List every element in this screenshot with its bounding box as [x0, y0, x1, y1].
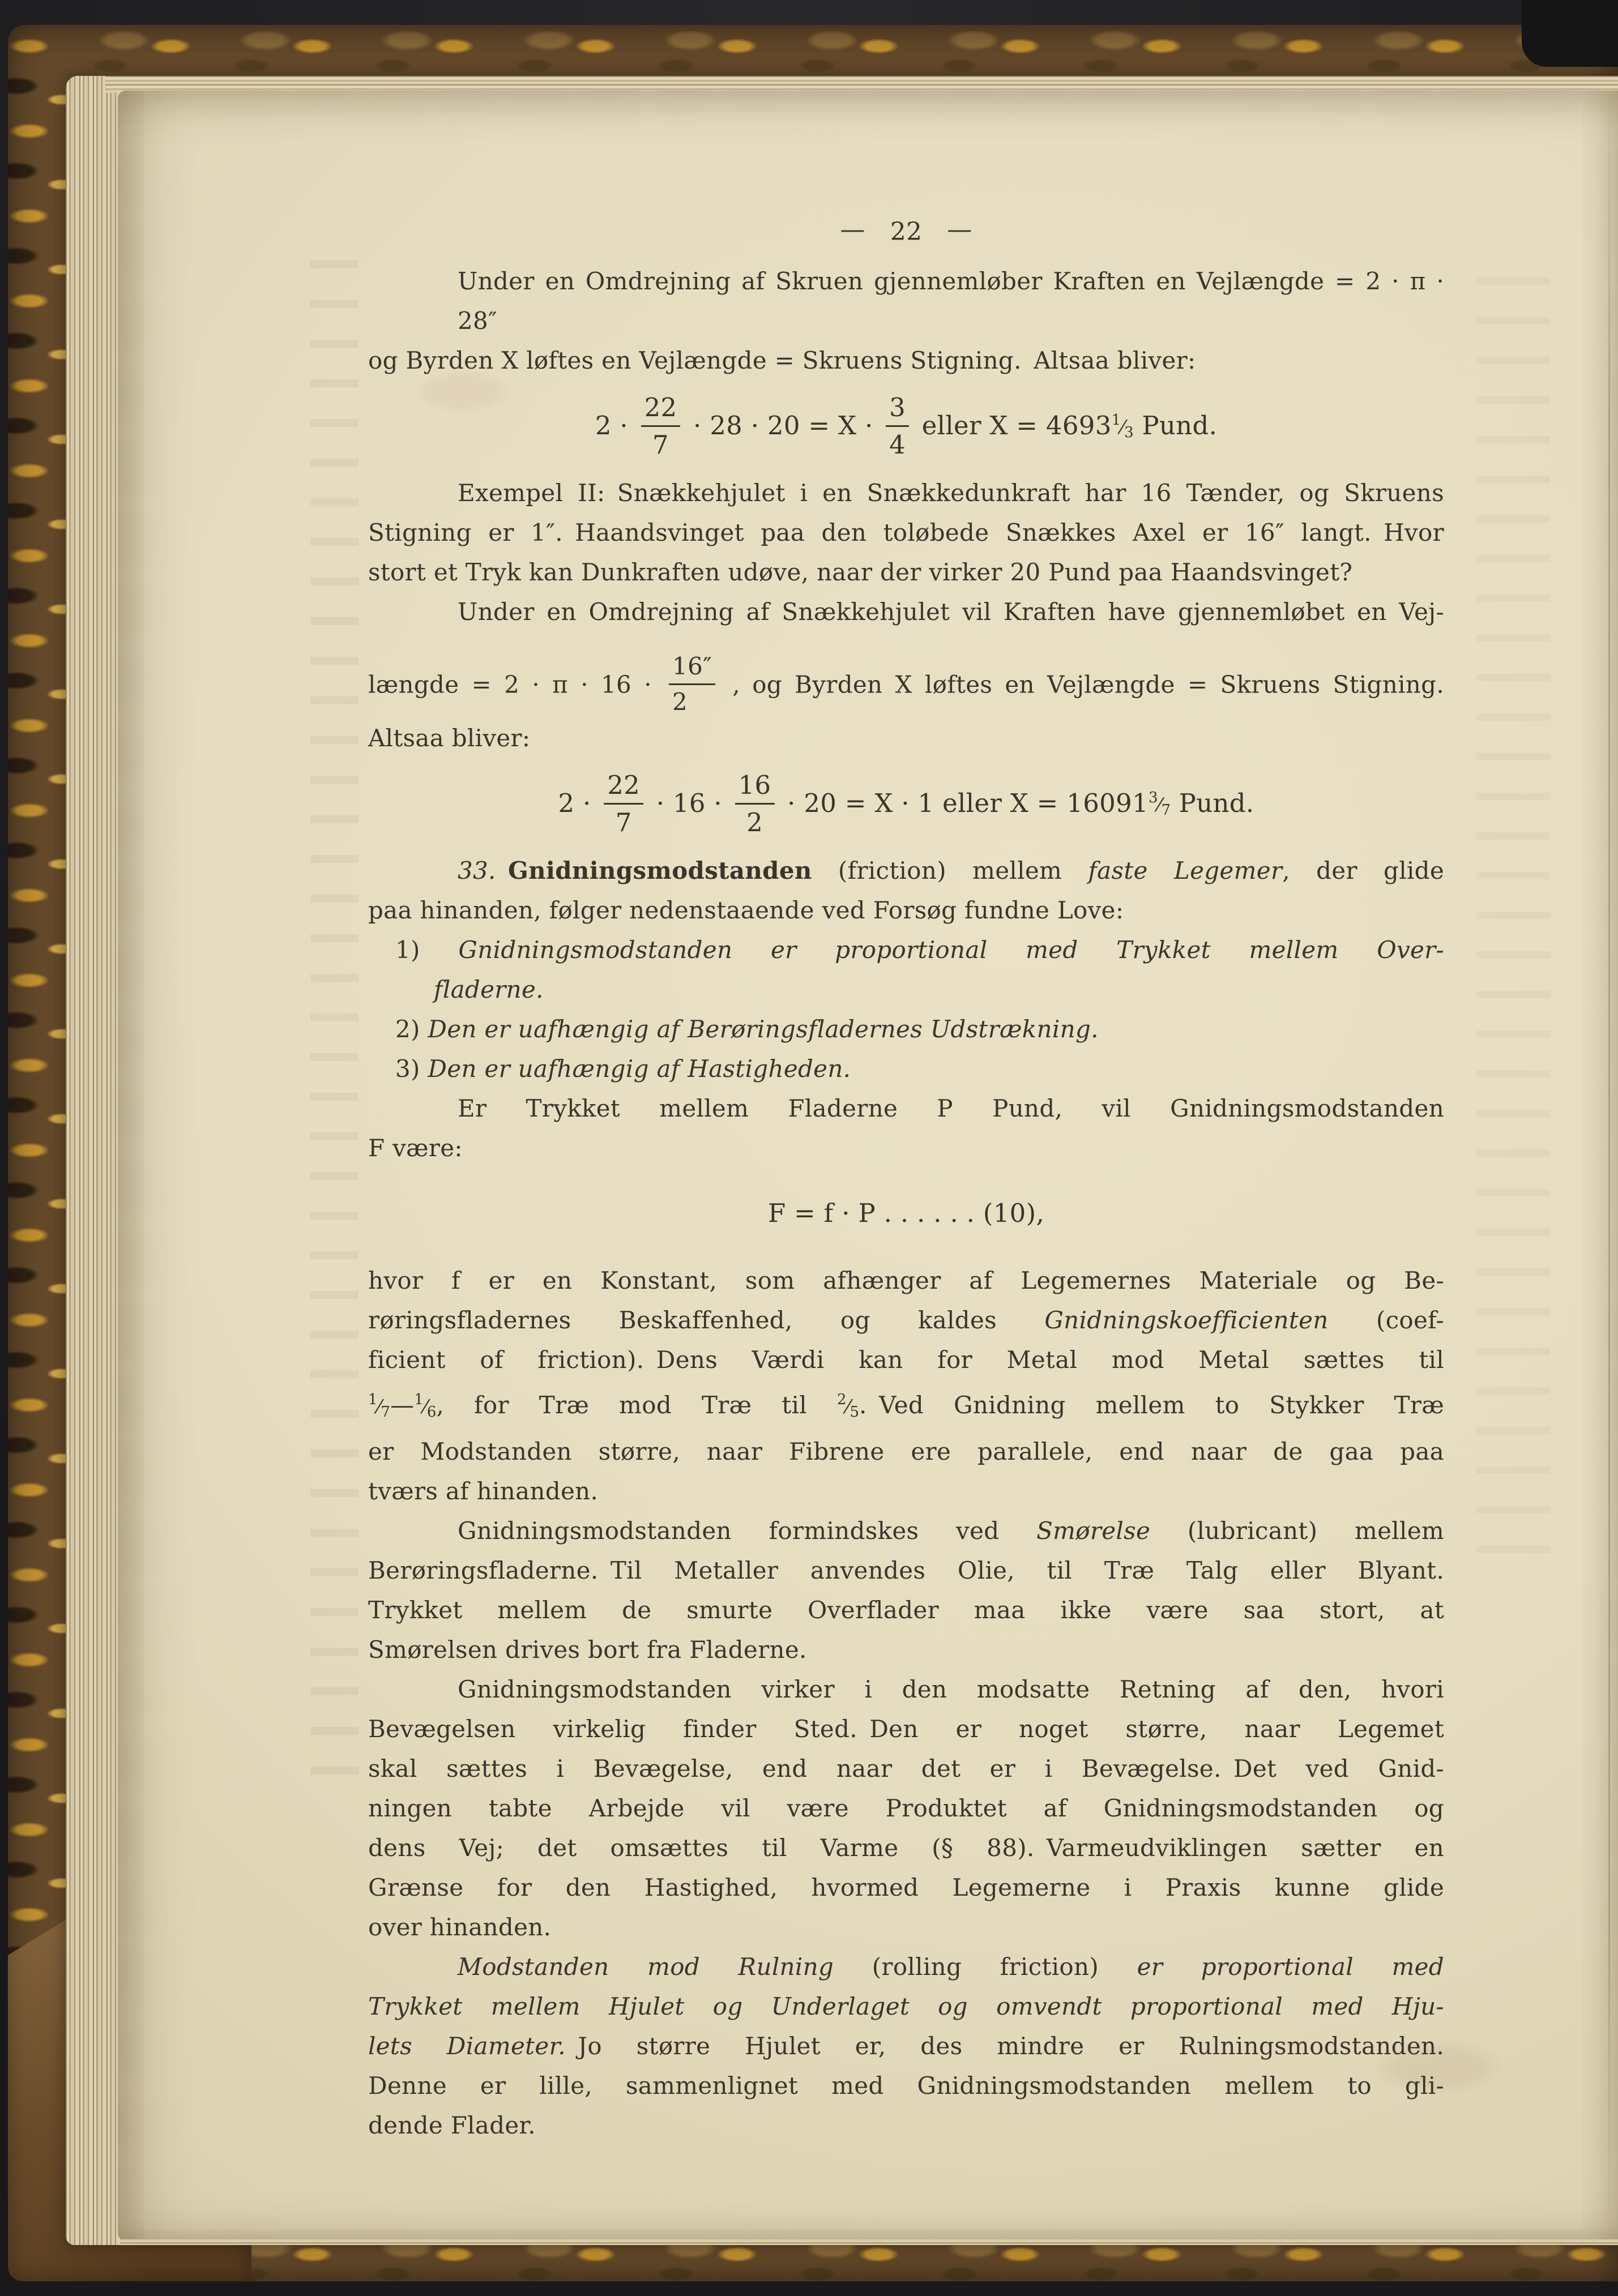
- text-line: [368, 1432, 1444, 1472]
- small-fraction: $^1⁄_6$: [414, 1391, 437, 1421]
- formula-line: [368, 1176, 1444, 1251]
- text-run: Gnidningsmodstanden virker i den modsatte Retning af den, hvori: [458, 1675, 1444, 1703]
- book-page: [118, 91, 1618, 2239]
- formula-line: [368, 388, 1444, 463]
- text-run: Gnidningsmodstanden er proportional med Trykket mellem Over-: [458, 936, 1445, 964]
- fraction: $\frac{3}{4}$: [886, 395, 909, 458]
- text-line: [368, 513, 1444, 553]
- text-run: Grænse for den Hastighed, hvormed Legemerne i Praxis kunne glide: [368, 1874, 1444, 1901]
- text-run: Altsaa bliver:: [368, 724, 531, 752]
- text-run: lets Diameter.: [368, 2032, 566, 2060]
- text-run: Modstanden mod Rulning: [458, 1953, 834, 1981]
- text-run: stort et Tryk kan Dunkraften udøve, naar der virker 20 Pund paa Haandsvinget?: [368, 558, 1353, 586]
- small-fraction: $^3⁄_7$: [1148, 789, 1171, 819]
- text-run: , for Træ mod Træ til: [436, 1391, 837, 1419]
- text-line: [368, 851, 1444, 891]
- text-run: Smørelse: [1036, 1517, 1151, 1545]
- text-run: Denne er lille, sammenlignet med Gnidningsmodstanden mellem to gli-: [368, 2072, 1444, 2100]
- fraction: $\frac{16}{2}$: [735, 772, 775, 835]
- text-line: [368, 2026, 1444, 2066]
- text-line: [368, 341, 1444, 380]
- text-run: Gnidningskoefficienten: [1044, 1306, 1329, 1334]
- text-run: paa hinanden, følger nedenstaaende ved Forsøg fundne Love:: [368, 896, 1124, 924]
- text-run: fladerne.: [434, 976, 544, 1003]
- text-line: [368, 970, 1444, 1010]
- text-line: [368, 1709, 1444, 1749]
- text-line: [368, 1128, 1444, 1168]
- small-fraction: $^1⁄_7$: [368, 1391, 391, 1421]
- text-line: [368, 1987, 1444, 2026]
- text-run: Trykket mellem de smurte Overflader maa ikke være saa stort, at: [368, 1596, 1444, 1624]
- text-run: Den er uafhængig af Hastigheden.: [428, 1055, 851, 1083]
- text-run: ningen tabte Arbejde vil være Produktet af Gnidningsmodstanden og: [368, 1794, 1444, 1822]
- text-run: hvor f er en Konstant, som afhænger af Legemernes Materiale og Be-: [368, 1267, 1444, 1294]
- text-line: [368, 1301, 1444, 1340]
- fraction: $\frac{22}{7}$: [641, 395, 681, 458]
- text-line: [368, 719, 1444, 758]
- text-line: [368, 652, 1444, 716]
- page-number-dash-left: —: [840, 215, 865, 244]
- text-line: [368, 1670, 1444, 1709]
- fraction: $\frac{22}{7}$: [604, 772, 643, 835]
- text-line: [368, 473, 1444, 513]
- text-run: Bevægelsen virkelig finder Sted. Den er noget større, naar Legemet: [368, 1715, 1444, 1743]
- formula-line: [368, 766, 1444, 841]
- text-run: Under en Omdrejning af Snækkehjulet vil Kraften have gjennemløbet en Vej-: [458, 598, 1444, 626]
- text-run: eller X = 4693: [913, 410, 1112, 441]
- text-run: (lubricant) mellem: [1150, 1517, 1444, 1545]
- background-corner: [1522, 0, 1618, 67]
- text-run: tværs af hinanden.: [368, 1477, 599, 1505]
- text-run: skal sættes i Bevægelse, end naar det er i Bevægelse. Det ved Gnid-: [368, 1755, 1444, 1782]
- text-run: Pund.: [1171, 788, 1254, 818]
- text-run: Stigning er 1″. Haandsvinget paa den toløbede Snækkes Axel er 16″ langt. Hvor: [368, 519, 1444, 546]
- text-line: [368, 1261, 1444, 1301]
- text-run: · 16 ·: [648, 788, 731, 818]
- text-line: [368, 1908, 1444, 1947]
- text-run: og Byrden X løftes en Vejlængde = Skruens Stigning. Altsaa bliver:: [368, 347, 1196, 374]
- text-line: [368, 262, 1444, 341]
- text-run: dende Flader.: [368, 2111, 536, 2139]
- text-run: Gnidningsmodstanden: [508, 857, 812, 884]
- text-run: længde = 2 · π · 16 ·: [368, 670, 665, 699]
- text-line: [368, 930, 1444, 970]
- text-line: [368, 1789, 1444, 1828]
- text-run: er Modstanden større, naar Fibrene ere parallele, end naar de gaa paa: [368, 1438, 1444, 1465]
- text-line: [368, 1089, 1444, 1128]
- text-run: Jo større Hjulet er, des mindre er Rulningsmodstanden.: [565, 2032, 1444, 2060]
- text-run: —: [390, 1391, 415, 1419]
- text-line: [368, 1749, 1444, 1789]
- text-line: [368, 1340, 1444, 1380]
- text-line: [368, 1590, 1444, 1630]
- text-run: (rolling friction): [834, 1953, 1137, 1981]
- text-line: [368, 592, 1444, 632]
- text-run: dens Vej; det omsættes til Varme (§ 88). Varmeudviklingen sætter en: [368, 1834, 1444, 1862]
- fraction: $\frac{16''}{2}$: [669, 655, 715, 714]
- text-run: , der glide: [1282, 857, 1444, 884]
- page-number-dash-right: —: [947, 215, 972, 244]
- text-run: over hinanden.: [368, 1913, 552, 1941]
- text-run: Berøringsfladerne. Til Metaller anvendes Olie, til Træ Talg eller Blyant.: [368, 1557, 1444, 1584]
- text-run: 2 ·: [558, 788, 600, 818]
- text-line: [368, 553, 1444, 592]
- text-run: faste Legemer: [1088, 857, 1283, 884]
- text-line: [368, 1380, 1444, 1432]
- text-run: ficient of friction). Dens Værdi kan for Metal mod Metal sættes til: [368, 1346, 1444, 1374]
- text-line: [368, 2066, 1444, 2106]
- text-line: [368, 1010, 1444, 1049]
- text-line: [368, 1472, 1444, 1511]
- text-block: [368, 216, 1444, 2145]
- text-line: [368, 1868, 1444, 1908]
- text-run: · 28 · 20 = X ·: [685, 410, 882, 441]
- text-run: 33.: [458, 857, 508, 884]
- text-run: Exempel II: Snækkehjulet i en Snækkedunkraft har 16 Tænder, og Skruens: [458, 479, 1444, 507]
- text-run: F være:: [368, 1134, 463, 1162]
- small-fraction: $^1⁄_3$: [1111, 412, 1134, 442]
- page-number-value: 22: [890, 217, 923, 246]
- text-run: Den er uafhængig af Berøringsfladernes Udstrækning.: [428, 1015, 1099, 1043]
- text-line: [368, 1630, 1444, 1670]
- text-run: 1): [395, 936, 459, 964]
- text-run: er proportional med: [1137, 1953, 1444, 1981]
- text-line: [368, 1049, 1444, 1089]
- text-run: F = f · P . . . . . . (10),: [767, 1198, 1045, 1228]
- text-run: Under en Omdrejning af Skruen gjennemløber Kraften en Vejlængde = 2 · π · 28″: [458, 267, 1444, 335]
- text-run: · 20 = X · 1 eller X = 16091: [779, 788, 1149, 818]
- text-run: (friction) mellem: [812, 857, 1088, 884]
- text-line: [368, 1511, 1444, 1551]
- text-line: [368, 1551, 1444, 1590]
- text-run: (coef-: [1328, 1306, 1444, 1334]
- text-line: [368, 1828, 1444, 1868]
- text-line: [368, 2106, 1444, 2145]
- bleed-through-right: [1476, 277, 1550, 1580]
- text-run: Trykket mellem Hjulet og Underlaget og omvendt proportional med Hju-: [368, 1993, 1444, 2020]
- text-run: Gnidningsmodstanden formindskes ved: [458, 1517, 1037, 1545]
- text-run: Smørelsen drives bort fra Fladerne.: [368, 1636, 807, 1664]
- text-run: Er Trykket mellem Fladerne P Pund, vil Gnidningsmodstanden: [458, 1094, 1444, 1122]
- text-run: . Ved Gnidning mellem to Stykker Træ: [859, 1391, 1444, 1419]
- page-number: [368, 216, 1444, 248]
- text-run: 2 ·: [595, 410, 637, 441]
- small-fraction: $^2⁄_5$: [836, 1391, 860, 1421]
- text-line: [368, 891, 1444, 930]
- text-line: [368, 1947, 1444, 1987]
- bleed-through-left: [310, 260, 358, 1789]
- text-run: 2): [395, 1015, 428, 1043]
- text-run: røringsfladernes Beskaffenhed, og kaldes: [368, 1306, 1045, 1334]
- text-run: 3): [395, 1055, 428, 1083]
- text-run: , og Byrden X løftes en Vejlængde = Skruens Stigning.: [720, 670, 1444, 699]
- text-run: Pund.: [1133, 410, 1218, 441]
